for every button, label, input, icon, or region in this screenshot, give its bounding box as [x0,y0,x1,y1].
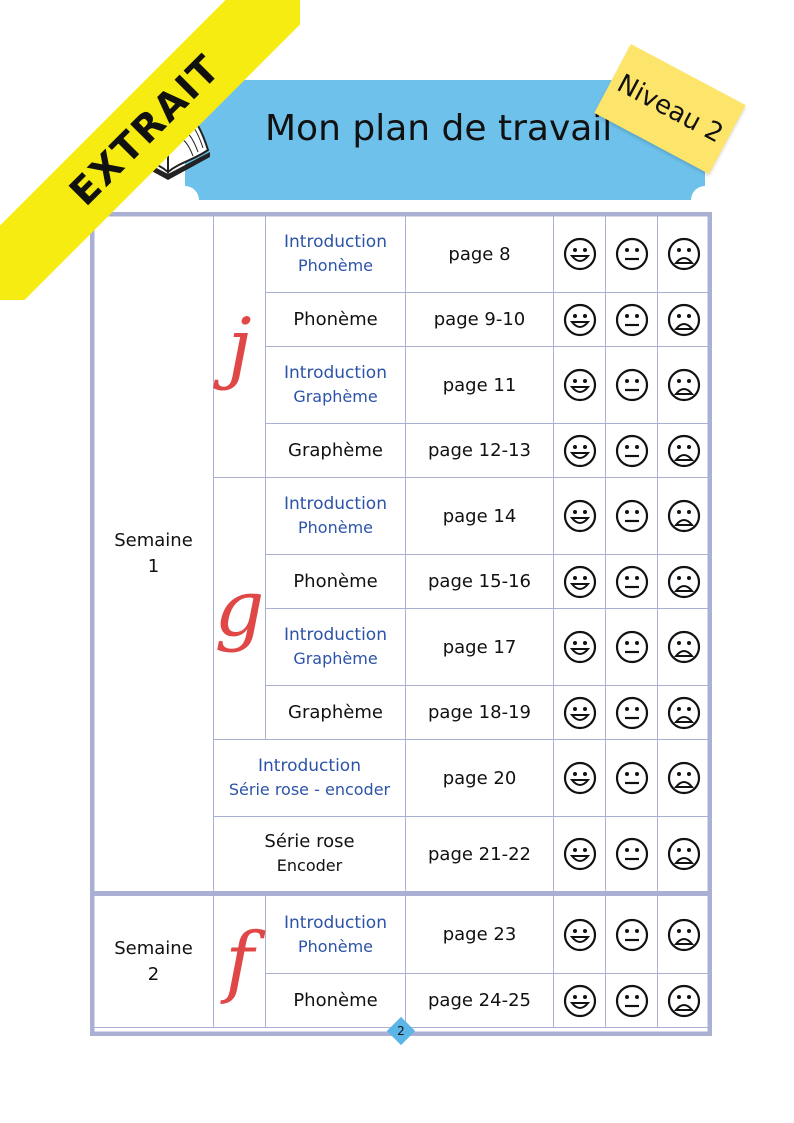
sad-face-icon [667,237,701,271]
neutral-cell[interactable] [606,974,658,1028]
neutral-cell[interactable] [606,478,658,555]
happy-cell[interactable] [554,686,606,740]
neutral-face-icon [615,303,649,337]
sad-cell[interactable] [658,974,710,1028]
page-cell: page 23 [406,894,554,974]
activity-cell: Graphème [266,424,406,478]
page-cell: page 8 [406,216,554,293]
week-2-cell [94,894,214,1028]
happy-cell[interactable] [554,424,606,478]
sad-cell[interactable] [658,555,710,609]
neutral-face-icon [615,918,649,952]
happy-face-icon [563,499,597,533]
happy-face-icon [563,837,597,871]
page-cell: page 24-25 [406,974,554,1028]
activity-cell: Phonème [266,293,406,347]
sad-face-icon [667,630,701,664]
neutral-face-icon [615,565,649,599]
happy-face-icon [563,918,597,952]
extrait-ribbon: EXTRAIT [0,0,300,300]
happy-face-icon [563,761,597,795]
letter-g: g [214,478,266,740]
activity-cell: Introduction Graphème [266,347,406,424]
sad-cell[interactable] [658,817,710,894]
activity-cell: Graphème [266,686,406,740]
neutral-face-icon [615,499,649,533]
activity-cell: Introduction Phonème [266,216,406,293]
sad-face-icon [667,984,701,1018]
happy-face-icon [563,696,597,730]
activity-cell: Série rose Encoder [214,817,406,894]
sad-cell[interactable] [658,424,710,478]
happy-face-icon [563,237,597,271]
neutral-face-icon [615,761,649,795]
happy-face-icon [563,303,597,337]
level-note: Niveau 2 [594,44,745,174]
sad-cell[interactable] [658,347,710,424]
neutral-cell[interactable] [606,609,658,686]
sad-face-icon [667,565,701,599]
neutral-cell[interactable] [606,293,658,347]
sad-face-icon [667,499,701,533]
page-cell: page 9-10 [406,293,554,347]
work-plan-table [93,215,710,1028]
page-number: 2 [397,1024,405,1038]
sad-face-icon [667,368,701,402]
sad-cell[interactable] [658,293,710,347]
sad-face-icon [667,434,701,468]
activity-cell: Phonème [266,555,406,609]
happy-face-icon [563,984,597,1018]
neutral-cell[interactable] [606,555,658,609]
week-label: Semaine [114,937,193,959]
week-label: Semaine [114,529,193,551]
neutral-face-icon [615,984,649,1018]
table-row [94,894,710,974]
neutral-cell[interactable] [606,424,658,478]
happy-cell[interactable] [554,347,606,424]
page-title: Mon plan de travail [265,108,613,149]
sad-cell[interactable] [658,894,710,974]
happy-cell[interactable] [554,974,606,1028]
page-cell: page 18-19 [406,686,554,740]
sad-cell[interactable] [658,216,710,293]
happy-face-icon [563,565,597,599]
sad-face-icon [667,918,701,952]
neutral-face-icon [615,630,649,664]
happy-face-icon [563,368,597,402]
happy-cell[interactable] [554,478,606,555]
happy-cell[interactable] [554,817,606,894]
page-cell: page 17 [406,609,554,686]
letter-j: j [214,216,266,478]
extrait-ribbon-wrap [0,0,300,300]
neutral-cell[interactable] [606,216,658,293]
page-cell: page 12-13 [406,424,554,478]
happy-face-icon [563,434,597,468]
happy-cell[interactable] [554,216,606,293]
sad-cell[interactable] [658,478,710,555]
page-cell: page 11 [406,347,554,424]
happy-cell[interactable] [554,293,606,347]
neutral-face-icon [615,237,649,271]
neutral-cell[interactable] [606,686,658,740]
neutral-cell[interactable] [606,817,658,894]
letter-f: f [214,894,266,1028]
neutral-cell[interactable] [606,347,658,424]
sad-face-icon [667,696,701,730]
page-cell: page 14 [406,478,554,555]
page-cell: page 21-22 [406,817,554,894]
week-number: 1 [147,555,160,577]
page-cell: page 15-16 [406,555,554,609]
activity-cell: Introduction Série rose - encoder [214,740,406,817]
neutral-face-icon [615,434,649,468]
neutral-face-icon [615,696,649,730]
activity-cell: Introduction Graphème [266,609,406,686]
neutral-face-icon [615,368,649,402]
sad-cell[interactable] [658,740,710,817]
neutral-face-icon [615,837,649,871]
happy-cell[interactable] [554,894,606,974]
neutral-cell[interactable] [606,740,658,817]
sad-face-icon [667,837,701,871]
week-1-cell [94,216,214,894]
activity-cell: Introduction Phonème [266,894,406,974]
activity-cell: Phonème [266,974,406,1028]
happy-cell[interactable] [554,555,606,609]
sad-cell[interactable] [658,609,710,686]
neutral-cell[interactable] [606,894,658,974]
activity-cell: Introduction Phonème [266,478,406,555]
sad-cell[interactable] [658,686,710,740]
week-number: 2 [147,963,160,985]
sad-face-icon [667,761,701,795]
page-cell: page 20 [406,740,554,817]
happy-cell[interactable] [554,740,606,817]
sad-face-icon [667,303,701,337]
happy-face-icon [563,630,597,664]
happy-cell[interactable] [554,609,606,686]
